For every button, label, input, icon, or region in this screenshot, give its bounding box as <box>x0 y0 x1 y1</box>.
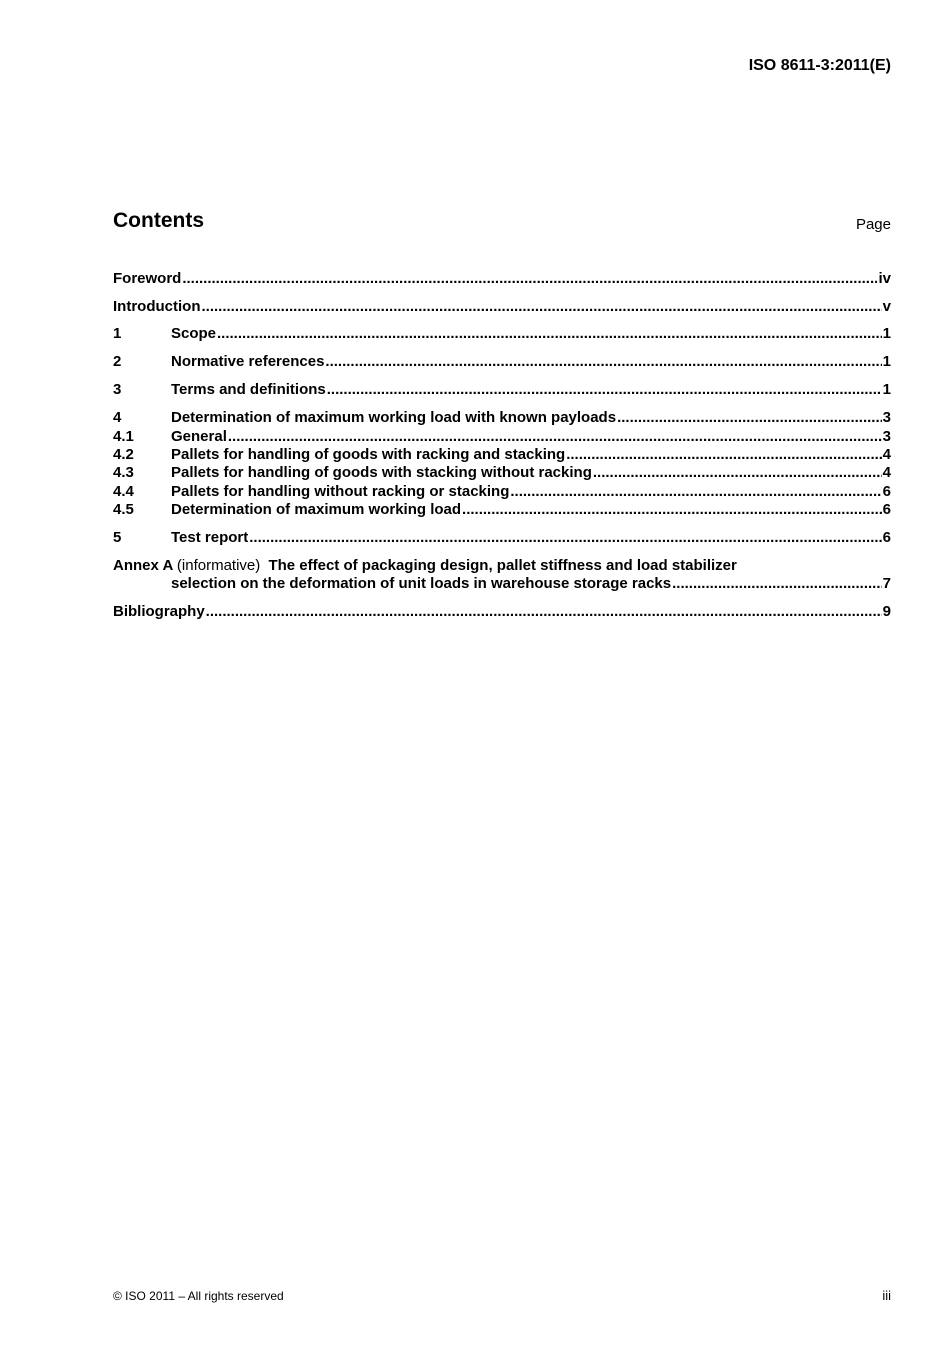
toc-entry-number: 5 <box>113 529 122 546</box>
annex-label: Annex A <box>113 557 173 574</box>
toc-entry-page: iv <box>878 270 891 287</box>
toc-entry-foreword[interactable] <box>113 269 891 288</box>
toc-entry-introduction[interactable] <box>113 297 891 316</box>
toc-entry-label: Normative references <box>171 353 325 370</box>
dot-leader <box>249 528 881 547</box>
toc-entry-racking-and-stacking[interactable] <box>113 445 891 464</box>
toc-entry-stacking-without-racking[interactable] <box>113 463 891 482</box>
toc-entry-label: Introduction <box>113 298 201 315</box>
toc-entry-terms-and-definitions[interactable] <box>113 380 891 399</box>
toc-entry-number: 4.3 <box>113 464 134 481</box>
toc-entry-without-racking-or-stacking[interactable] <box>113 482 891 501</box>
toc-entry-label: Determination of maximum working load <box>171 501 462 518</box>
toc-entry-number: 3 <box>113 381 122 398</box>
toc-entry-label: Pallets for handling of goods with racking and stacking <box>171 446 566 463</box>
toc-entry-determination-known-payloads[interactable] <box>113 408 891 427</box>
toc-entry-page: 1 <box>882 381 891 398</box>
dot-leader <box>325 352 881 371</box>
toc-entry-label: Pallets for handling without racking or stacking <box>171 483 510 500</box>
toc-entry-scope[interactable] <box>113 324 891 343</box>
annex-title-line1: The effect of packaging design, pallet stiffness and load stabilizer <box>268 557 737 574</box>
annex-qualifier: (informative) <box>176 557 261 574</box>
toc-entry-page: 1 <box>882 353 891 370</box>
contents-title: Contents <box>113 209 204 232</box>
toc-entry-page: 4 <box>882 464 891 481</box>
dot-leader <box>672 574 882 593</box>
toc-entry-number: 1 <box>113 325 122 342</box>
toc-entry-page: 6 <box>882 483 891 500</box>
annex-title-line2: selection on the deformation of unit loads in warehouse storage racks <box>171 575 672 592</box>
toc-entry-label: General <box>171 428 227 445</box>
toc-entry-page: 7 <box>882 575 891 592</box>
page-column-label: Page <box>855 216 891 233</box>
dot-leader <box>182 269 877 288</box>
toc-entry-determination-max-working-load[interactable] <box>113 500 891 519</box>
toc-entry-page: 3 <box>882 409 891 426</box>
toc-entry-page: 4 <box>882 446 891 463</box>
toc-entry-page: 3 <box>882 428 891 445</box>
document-id: ISO 8611-3:2011(E) <box>748 57 891 74</box>
toc-entry-label: Terms and definitions <box>171 381 326 398</box>
toc-entry-page: v <box>882 298 891 315</box>
toc-entry-annex-a[interactable] <box>113 556 891 594</box>
dot-leader <box>206 602 882 621</box>
toc-entry-test-report[interactable] <box>113 528 891 547</box>
toc-entry-label: Pallets for handling of goods with stacking without racking <box>171 464 592 481</box>
toc-entry-page: 6 <box>882 501 891 518</box>
toc-entry-label: Determination of maximum working load with known payloads <box>171 409 617 426</box>
dot-leader <box>566 445 881 464</box>
toc-entry-page: 9 <box>882 603 891 620</box>
page-number: iii <box>882 1288 891 1303</box>
toc-entry-normative-references[interactable] <box>113 352 891 371</box>
toc-entry-number: 4 <box>113 409 122 426</box>
toc-entry-number: 4.1 <box>113 428 134 445</box>
toc-entry-label: Test report <box>171 529 249 546</box>
dot-leader <box>593 463 882 482</box>
dot-leader <box>510 482 881 501</box>
toc-entry-page: 6 <box>882 529 891 546</box>
toc-entry-number: 4.5 <box>113 501 134 518</box>
dot-leader <box>462 500 882 519</box>
copyright-notice: © ISO 2011 – All rights reserved <box>113 1289 284 1303</box>
toc-entry-number: 2 <box>113 353 122 370</box>
toc-entry-label: Foreword <box>113 270 182 287</box>
dot-leader <box>201 297 881 316</box>
dot-leader <box>217 324 882 343</box>
toc-entry-number: 4.4 <box>113 483 134 500</box>
dot-leader <box>617 408 882 427</box>
dot-leader <box>228 427 882 446</box>
toc-entry-general[interactable] <box>113 427 891 446</box>
toc-entry-number: 4.2 <box>113 446 134 463</box>
toc-entry-label: Scope <box>171 325 217 342</box>
toc-entry-label: Bibliography <box>113 603 205 620</box>
toc-entry-page: 1 <box>882 325 891 342</box>
toc-entry-bibliography[interactable] <box>113 602 891 621</box>
dot-leader <box>327 380 882 399</box>
